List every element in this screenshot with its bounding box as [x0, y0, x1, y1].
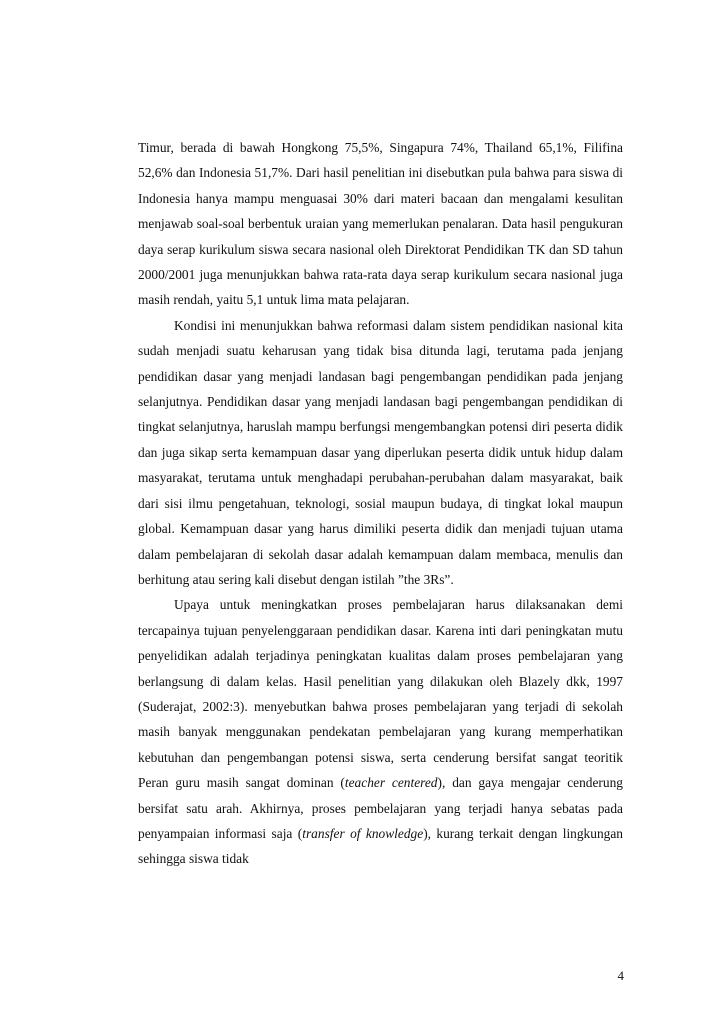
italic-term-teacher-centered: teacher centered: [344, 775, 438, 791]
paragraph-3-text: ), kurang terkait dengan lingkungan sehingga siswa tidak: [138, 825, 623, 867]
paragraph-2: Kondisi ini menunjukkan bahwa reformasi dalam sistem pendidikan nasional kita sudah menjadi suatu keharusan yang tidak bisa ditunda lagi, terutama pada jenjang pendidikan dasar yang menjadi landasan bagi pengembangan pendidikan pada jenjang selanjutnya. Pendidikan dasar yang menjadi landasan bagi pengembangan pendidikan di tingkat selanjutnya, haruslah mampu berfungsi mengembangkan potensi diri peserta didik dan juga sikap serta kemampuan dasar yang diperlukan peserta didik untuk hidup dalam masyarakat, terutama untuk menghadapi perubahan-perubahan dalam masyarakat, baik dari sisi ilmu pengetahuan, teknologi, sosial maupun budaya, di tingkat lokal maupun global. Kemampuan dasar yang harus dimiliki peserta didik dan menjadi tujuan utama dalam pembelajaran di sekolah dasar adalah kemampuan dalam membaca, menulis dan berhitung atau sering kali disebut dengan istilah ”the 3Rs”.: [138, 317, 623, 587]
paragraph-3: [138, 592, 623, 871]
italic-term-transfer-of-knowledge: transfer of knowledge: [302, 825, 424, 841]
paragraph-3-text: ), dan gaya mengajar cenderung bersifat satu arah. Akhirnya, proses pembelajaran yang terjadi hanya sebatas pada penyampaian informasi saja (: [138, 775, 623, 841]
paragraph-1: Timur, berada di bawah Hongkong 75,5%, Singapura 74%, Thailand 65,1%, Filifina 52,6% dan Indonesia 51,7%. Dari hasil penelitian ini disebutkan pula bahwa para siswa di Indonesia hanya mampu menguasai 30% dari materi bacaan dan mengalami kesulitan menjawab soal-soal berbentuk uraian yang memerlukan penalaran. Data hasil pengukuran daya serap kurikulum siswa secara nasional oleh Direktorat Pendidikan TK dan SD tahun 2000/2001 juga menunjukkan bahwa rata-rata daya serap kurikulum secara nasional juga masih rendah, yaitu 5,1 untuk lima mata pelajaran.: [138, 140, 623, 308]
page-number: 4: [617, 968, 624, 983]
paragraph-3-text: Upaya untuk meningkatkan proses pembelajaran harus dilaksanakan demi tercapainya tujuan penyelenggaraan pendidikan dasar. Karena inti dari peningkatan mutu penyelidikan adalah terjadinya peningkatan kualitas dalam proses pembelajaran yang berlangsung di dalam kelas. Hasil penelitian yang dilakukan oleh Blazely dkk, 1997 (Suderajat, 2002:3). menyebutkan bahwa proses pembelajaran yang terjadi di sekolah masih banyak menggunakan pendekatan pembelajaran yang kurang memperhatikan kebutuhan dan pengembangan potensi siswa, serta cenderung bersifat sangat teoritik Peran guru masih sangat dominan (: [138, 597, 623, 791]
body-text: [138, 135, 623, 872]
